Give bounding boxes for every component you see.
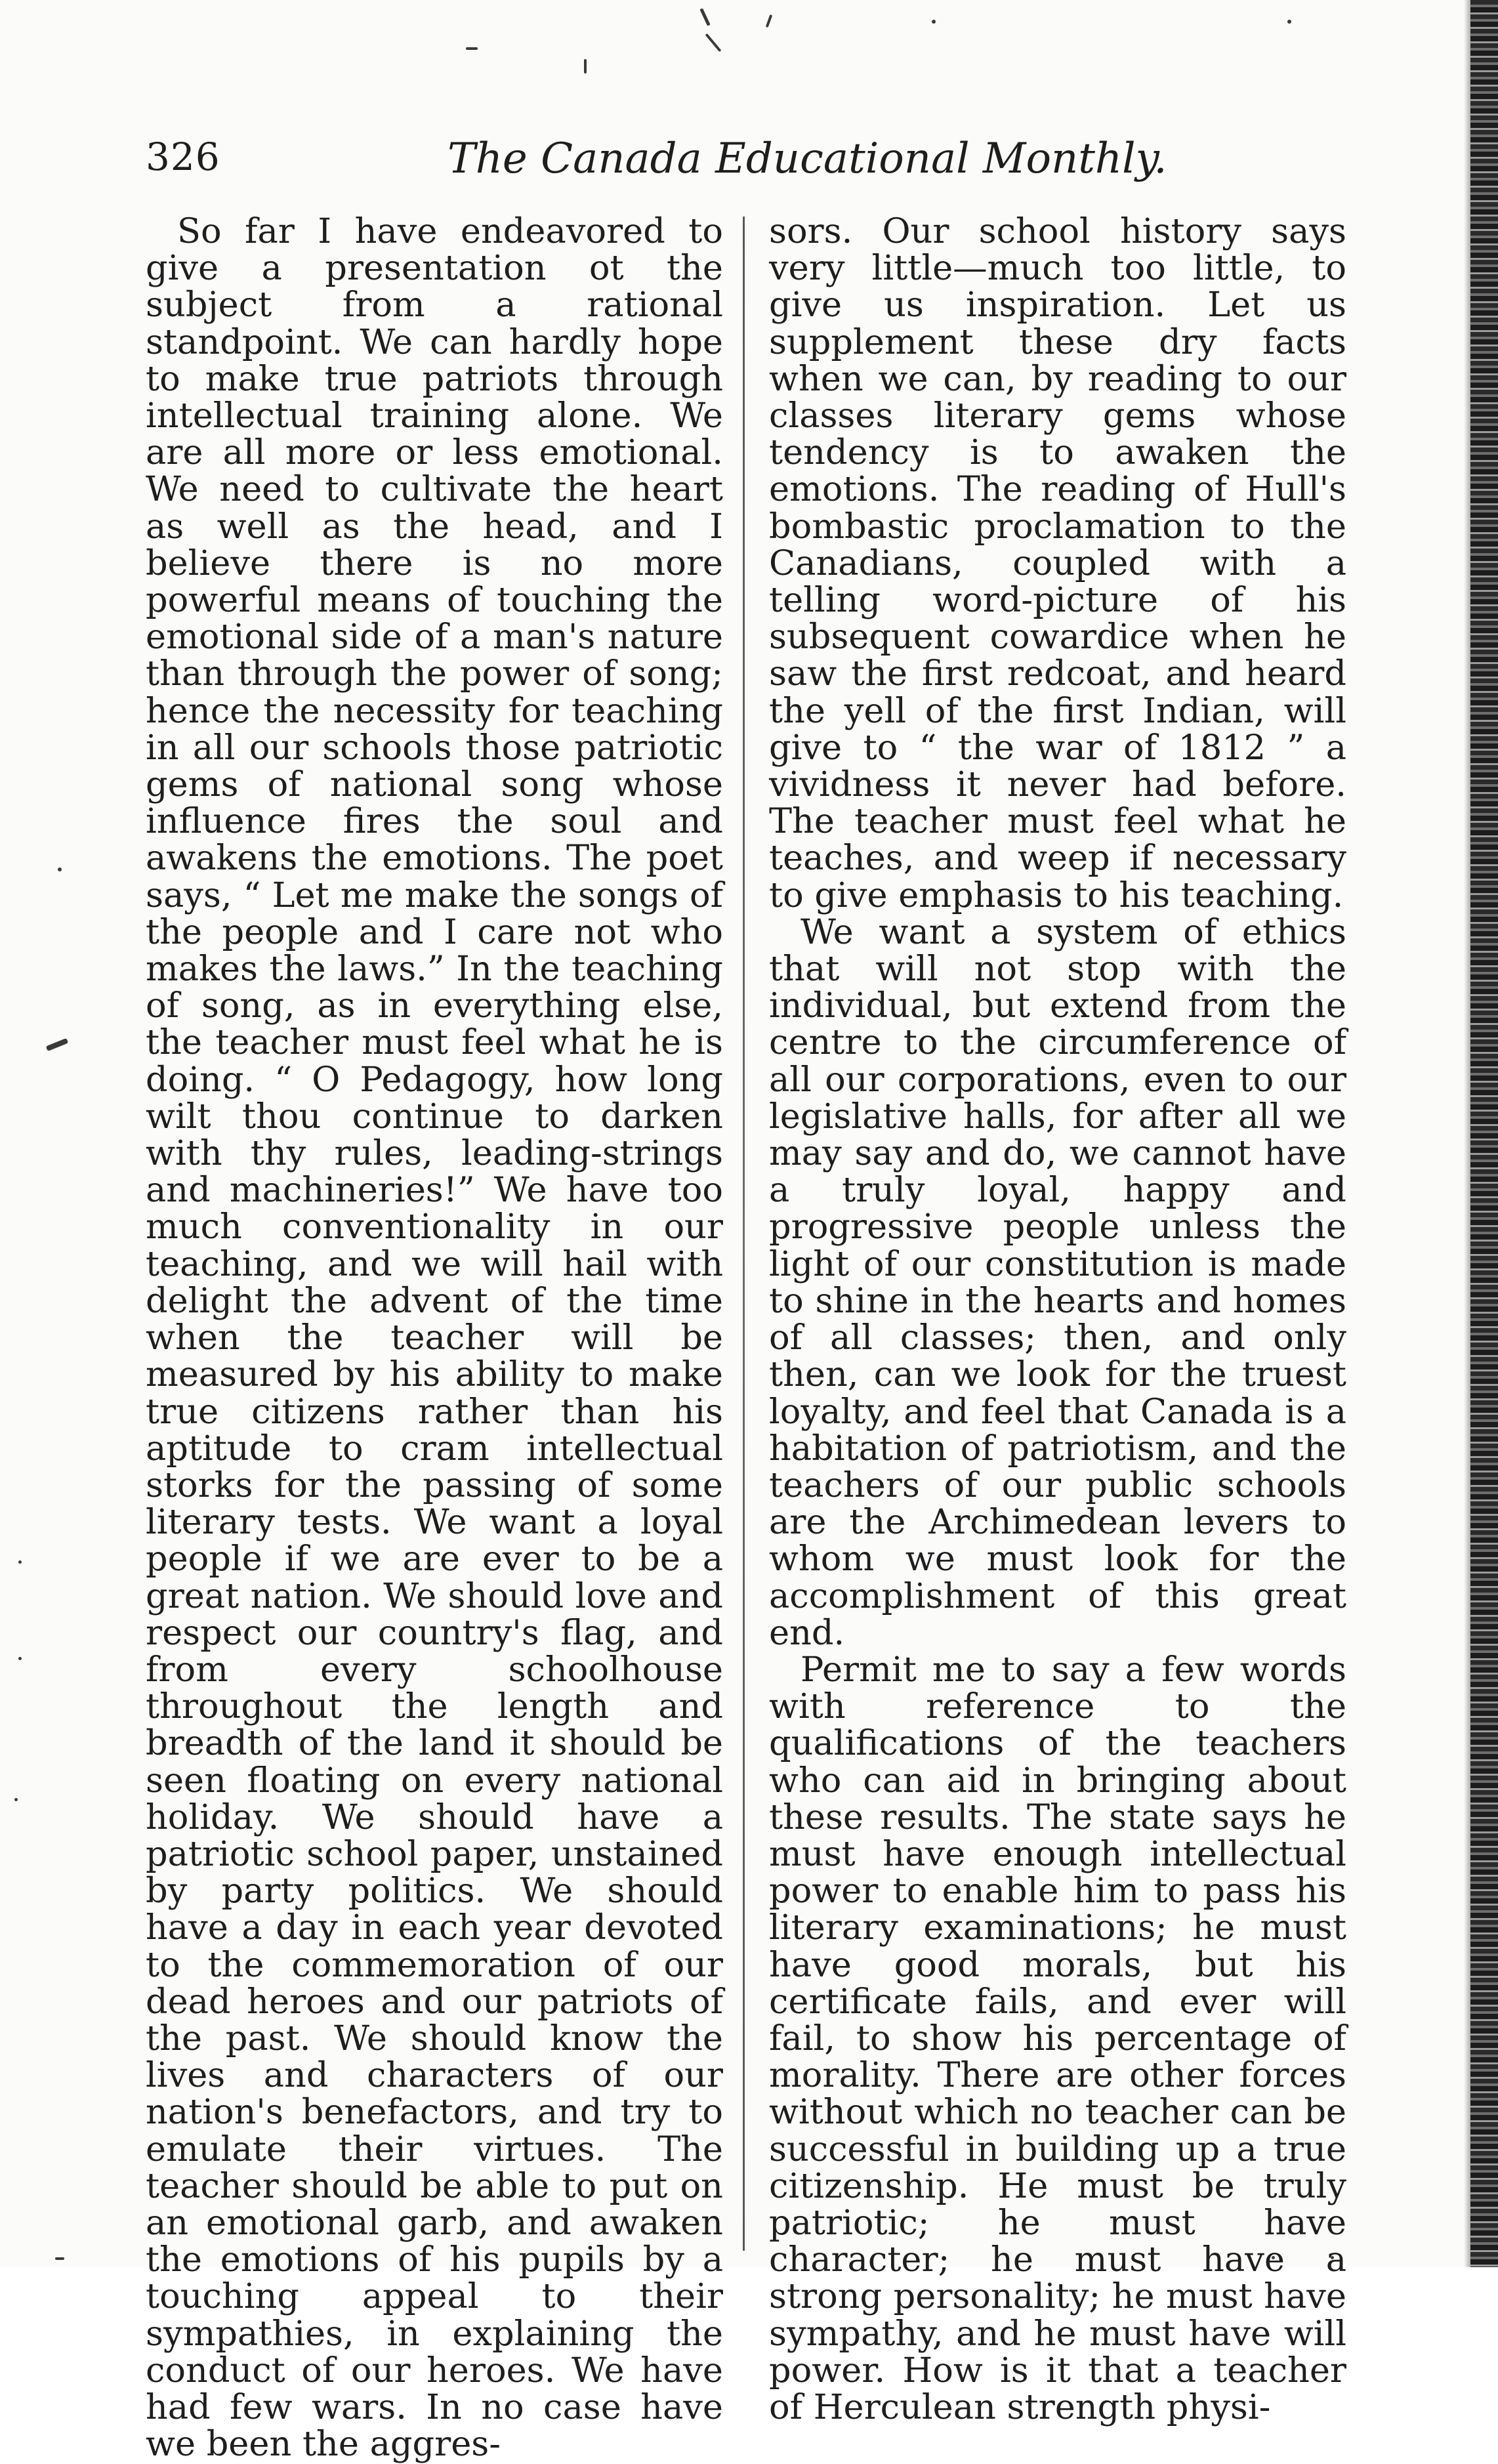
running-title: The Canada Educational Monthly. [447,135,1167,183]
page-number: 326 [146,135,220,179]
scan-speck [699,8,710,26]
scan-speck [584,59,587,73]
scan-speck [466,47,478,50]
scan-speck [705,33,722,52]
scan-speck [55,2257,64,2260]
scan-speck [58,867,62,871]
scan-speck [14,1798,18,1801]
right-column [769,213,1346,2426]
left-column [146,213,723,2463]
paragraph: So far I have endeavored to give a presentation ot the subject from a rational standpoint. We can hardly hope to make true patriots through intellectual training alone. We are all more or less emotional. We need to cultivate the heart as well as the head, and I believe there is no more powerful means of touching the emotional side of a man's nature than through the power of song; hence the necessity for teaching in all our schools those patriotic gems of national song whose influence fires the soul and awakens the emotions. The poet says, “ Let me make the songs of the people and I care not who makes the laws.” In the teaching of song, as in everything else, the teacher must feel what he is doing. “ O Pedagogy, how long wilt thou continue to darken with thy rules, leading-strings and machineries!” We have too much conventionality in our teaching, and we will hail with delight the advent of the time when the teacher will be measured by his ability to make true citizens rather than his aptitude to cram intellectual storks for the passing of some literary tests. We want a loyal people if we are ever to be a great nation. We should love and respect our country's flag, and from every schoolhouse throughout the length and breadth of the land it should be seen floating on every national holiday. We should have a patriotic school paper, unstained by party politics. We should have a day in each year devoted to the commemoration of our dead heroes and our patriots of the past. We should know the lives and characters of our nation's benefactors, and try to emulate their virtues. The teacher should be able to put on an emotional garb, and awaken the emotions of his pupils by a touching appeal to their sympathies, in explaining the conduct of our heroes. We have had few wars. In no case have we been the aggres- [146,211,723,2464]
binding-edge [1470,0,1498,2267]
paragraph: Permit me to say a few words with reference to the qualifications of the teachers who can aid in bringing about these results. The state says he must have enough intellectual power to enable him to pass his literary examinations; he must have good morals, but his certificate fails, and ever will fail, to show his percentage of morality. There are other forces without which no teacher can be successful in building up a true citizenship. He must be truly patriotic; he must have character; he must have a strong personality; he must have sympathy, and he must have will power. How is it that a teacher of Herculean strength physi- [769,1649,1346,2427]
scan-speck [18,1657,22,1660]
scan-speck [18,1560,22,1564]
paragraph: sors. Our school history says very little—much too little, to give us inspiration. Let us supplement these dry facts when we can, by reading to our classes literary gems whose tendency is to awaken the emotions. The reading of Hull's bombastic proclamation to the Canadians, coupled with a telling word-picture of his subsequent cowardice when he saw the first redcoat, and heard the yell of the first Indian, will give to “ the war of 1812 ” a vividness it never had before. The teacher must feel what he teaches, and weep if necessary to give emphasis to his teaching. [769,211,1346,915]
paragraph: We want a system of ethics that will not stop with the individual, but extend from the centre to the circumference of all our corporations, even to our legislative halls, for after all we may say and do, we cannot have a truly loyal, happy and progressive people unless the light of our constitution is made to shine in the hearts and homes of all classes; then, and only then, can we look for the truest loyalty, and feel that Canada is a habitation of patriotism, and the teachers of our public schools are the Archimedean levers to whom we must look for the accomplishment of this great end. [769,911,1346,1653]
page-header [146,135,1167,194]
scan-speck [46,1038,69,1051]
column-divider [743,217,745,2251]
scan-speck [766,14,773,28]
scan-speck [1287,20,1291,24]
scan-speck [932,20,936,24]
